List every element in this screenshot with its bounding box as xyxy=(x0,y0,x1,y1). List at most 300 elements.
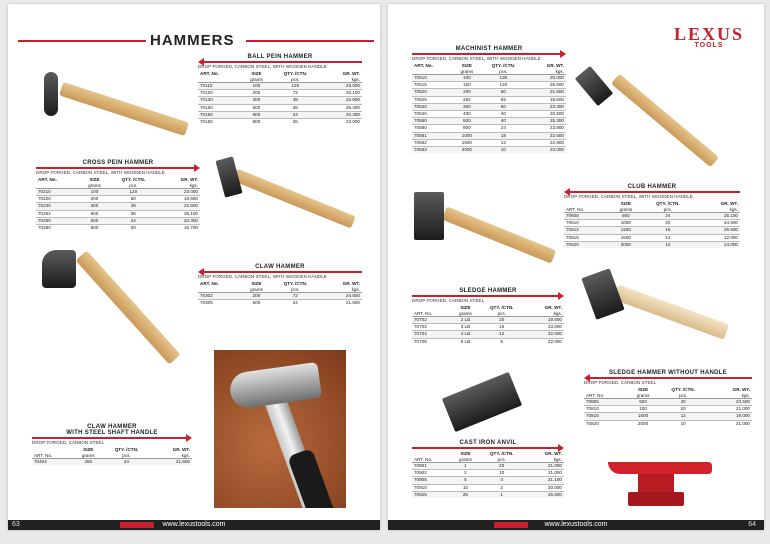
table-row xyxy=(36,217,200,224)
table-row xyxy=(564,227,740,234)
column-unit: kgs. xyxy=(695,206,740,213)
table-cell: 500 xyxy=(81,210,108,217)
table-cell: 21.600 xyxy=(320,300,362,307)
table-cell: 21.600 xyxy=(151,459,192,466)
table-row xyxy=(412,89,566,96)
table-cell: 70305 xyxy=(198,300,243,307)
table-row xyxy=(412,139,566,146)
table-cell: 70580 xyxy=(412,125,454,132)
heading-rule-right xyxy=(246,40,374,42)
table-cell: 23.300 xyxy=(527,103,566,110)
table-row xyxy=(36,210,200,217)
right-website: www.lexustools.com xyxy=(544,521,608,528)
table-cell: 25.300 xyxy=(320,104,362,111)
table-cell: 24.500 xyxy=(695,220,740,227)
table-cell: 21.000 xyxy=(709,406,752,413)
table-cell: 800 xyxy=(454,125,480,132)
table-cell: 70120 xyxy=(198,90,243,97)
table-cell: 100 xyxy=(454,75,480,82)
column-unit: grams xyxy=(454,68,480,75)
table-row xyxy=(198,111,362,118)
table-cell: 70805 xyxy=(584,399,629,406)
table-cell: 10 xyxy=(453,484,479,491)
table-cell: 23.000 xyxy=(158,189,200,196)
claw-section xyxy=(198,264,362,306)
table-cell: 4 LB xyxy=(453,331,479,338)
table-cell: 40 xyxy=(657,399,709,406)
table-row xyxy=(412,132,566,139)
column-unit: pcs. xyxy=(641,206,695,213)
table-cell: 100 xyxy=(81,189,108,196)
table-cell: 24 xyxy=(270,111,320,118)
table-cell: 70905 xyxy=(412,477,453,484)
table-cell: 70525 xyxy=(412,96,454,103)
table-cell: 70260 xyxy=(36,217,81,224)
table-cell: 23.800 xyxy=(527,125,566,132)
sledge-no-handle-desc: DROP FORGED, CARBON STEEL xyxy=(584,380,657,385)
table-row xyxy=(412,111,566,118)
table-row xyxy=(584,413,752,420)
column-unit: grams xyxy=(81,182,108,189)
table-cell: 70620 xyxy=(564,241,611,248)
column-unit: pcs. xyxy=(478,310,525,317)
claw-steel-table xyxy=(32,446,192,465)
table-cell: 100 xyxy=(629,406,657,413)
column-header: GR. WT. xyxy=(720,200,738,206)
table-cell: 80 xyxy=(480,89,527,96)
table-row xyxy=(584,399,752,406)
table-cell: 60 xyxy=(480,103,527,110)
claw-hammer-photo xyxy=(214,350,346,508)
sledge-section xyxy=(412,288,564,345)
column-header: QTY. /CTN. xyxy=(489,304,514,310)
club-desc: DROP FORGED, CARBON STEEL, WITH WOODEN HANDLE xyxy=(564,194,693,199)
column-header: GR. WT. xyxy=(342,280,360,286)
table-cell: 200 xyxy=(243,293,270,300)
sledge-no-handle-arrow xyxy=(590,377,752,379)
table-cell: 70230 xyxy=(36,203,81,210)
table-cell: 10 xyxy=(641,241,695,248)
table-cell: 70610 xyxy=(564,220,611,227)
table-cell: 200 xyxy=(81,196,108,203)
cross-pein-table xyxy=(36,176,200,231)
column-unit: pcs. xyxy=(478,456,525,463)
table-cell: 22.600 xyxy=(158,203,200,210)
sledge-desc: DROP FORGED, CARBON STEEL xyxy=(412,298,485,303)
table-cell: 19.500 xyxy=(527,96,566,103)
table-row xyxy=(412,470,564,477)
table-cell: 800 xyxy=(81,225,108,232)
table-cell: 23.000 xyxy=(320,119,362,126)
column-unit: grams xyxy=(453,310,479,317)
table-row xyxy=(412,125,566,132)
table-cell: 70910 xyxy=(412,484,453,491)
table-cell: 25.600 xyxy=(527,82,566,89)
column-unit: pcs. xyxy=(480,68,527,75)
table-row xyxy=(412,103,566,110)
table-cell: 70925 xyxy=(412,491,453,498)
table-cell: 2 xyxy=(478,484,525,491)
table-row xyxy=(198,83,362,90)
table-row xyxy=(564,241,740,248)
column-unit: pcs. xyxy=(270,76,320,83)
table-cell: 3 LB xyxy=(453,324,479,331)
column-header: SIZE xyxy=(637,386,649,392)
table-cell: 21.100 xyxy=(525,477,564,484)
column-header: GR. WT. xyxy=(732,386,750,392)
club-arrow xyxy=(570,191,740,193)
table-cell: 1250 xyxy=(611,227,641,234)
column-unit: kgs. xyxy=(525,310,564,317)
table-cell: 70702 xyxy=(412,317,453,324)
column-header: GR. WT. xyxy=(546,62,564,68)
table-cell: 200 xyxy=(243,90,270,97)
table-row xyxy=(412,477,564,484)
table-row xyxy=(36,225,200,232)
table-cell: 20.300 xyxy=(320,111,362,118)
table-cell: 20.100 xyxy=(320,90,362,97)
table-cell: 22.600 xyxy=(320,97,362,104)
table-cell: 23.000 xyxy=(320,83,362,90)
table-cell: 70703 xyxy=(412,324,453,331)
claw-steel-title-2: WITH STEEL SHAFT HANDLE xyxy=(66,430,158,436)
table-cell: 72 xyxy=(270,90,320,97)
column-unit: grams xyxy=(629,392,657,399)
table-cell: 23.000 xyxy=(527,147,566,154)
table-cell: 1500 xyxy=(611,234,641,241)
sledge-no-handle-title: SLEDGE HAMMER WITHOUT HANDLE xyxy=(608,370,728,376)
claw-steel-title-1: CLAW HAMMER xyxy=(87,424,137,430)
column-unit: grams xyxy=(243,286,270,293)
table-row xyxy=(584,406,752,413)
column-header: SIZE xyxy=(460,304,471,310)
table-cell: 1000 xyxy=(611,220,641,227)
table-cell: 25.100 xyxy=(158,210,200,217)
column-header: SIZE xyxy=(83,446,94,452)
table-cell: 12 xyxy=(480,139,527,146)
page-heading: HAMMERS xyxy=(150,32,235,49)
machinist-table xyxy=(412,62,566,153)
anvil-table xyxy=(412,450,564,498)
column-unit: ART. No. xyxy=(564,206,611,213)
table-cell: 22.000 xyxy=(525,338,564,345)
table-cell: 70150 xyxy=(198,104,243,111)
cross-pein-title: CROSS PEIN HAMMER xyxy=(82,160,154,166)
machinist-section xyxy=(412,46,566,153)
table-cell: 19.600 xyxy=(158,196,200,203)
column-unit: grams xyxy=(611,206,641,213)
table-cell: 70404 xyxy=(32,459,75,466)
column-header: ART. No. xyxy=(38,176,57,182)
table-row xyxy=(198,119,362,126)
table-cell: 70515 xyxy=(412,82,454,89)
table-cell: 20 xyxy=(657,406,709,413)
table-row xyxy=(412,491,564,498)
table-cell: 16 xyxy=(478,324,525,331)
table-cell: 4 xyxy=(478,477,525,484)
club-section xyxy=(564,184,740,248)
table-cell: 24.000 xyxy=(695,241,740,248)
table-row xyxy=(198,97,362,104)
sledge-head-image xyxy=(442,374,522,434)
table-row xyxy=(36,189,200,196)
table-cell: 130 xyxy=(480,75,527,82)
table-row xyxy=(412,118,566,125)
brand-logo xyxy=(674,24,744,49)
table-cell: 120 xyxy=(270,83,320,90)
cross-pein-section xyxy=(36,160,200,231)
table-cell: 65 xyxy=(480,96,527,103)
club-title: CLUB HAMMER xyxy=(627,184,677,190)
column-unit: ART. No. xyxy=(32,452,75,459)
table-cell: 600 xyxy=(243,111,270,118)
column-unit: kgs. xyxy=(151,452,192,459)
right-page xyxy=(388,4,764,530)
anvil-title: CAST IRON ANVIL xyxy=(459,440,517,446)
table-cell: 500 xyxy=(454,118,480,125)
club-table xyxy=(564,200,740,248)
table-cell: 70252 xyxy=(36,210,81,217)
column-unit: kgs. xyxy=(527,68,566,75)
table-cell: 20.000 xyxy=(525,484,564,491)
table-row xyxy=(412,82,566,89)
table-cell: 24 xyxy=(641,213,695,220)
table-cell: 70130 xyxy=(198,97,243,104)
column-header: QTY. /CTN. xyxy=(671,386,695,392)
table-cell: 25 xyxy=(270,119,320,126)
left-page xyxy=(8,4,380,530)
claw-steel-desc: DROP FORGED, CARBON STEEL xyxy=(32,440,105,445)
column-unit: grams xyxy=(75,452,102,459)
column-unit: pcs. xyxy=(657,392,709,399)
table-cell: 70815 xyxy=(584,413,629,420)
table-cell: 70180 xyxy=(198,119,243,126)
machinist-arrow xyxy=(412,53,560,55)
table-cell: 60 xyxy=(108,196,158,203)
table-cell: 6 LB xyxy=(453,338,479,345)
table-cell: 70581 xyxy=(412,132,454,139)
table-row xyxy=(412,484,564,491)
column-header: SIZE xyxy=(89,176,100,182)
table-cell: 70280 xyxy=(36,225,81,232)
ball-pein-section xyxy=(198,54,362,125)
table-cell: 25.600 xyxy=(525,491,564,498)
right-page-number: 64 xyxy=(748,521,756,528)
ball-pein-hammer-image xyxy=(38,64,198,154)
column-header: SIZE xyxy=(461,62,472,68)
table-row xyxy=(412,463,564,470)
column-header: GR. WT. xyxy=(544,450,562,456)
column-header: GR. WT. xyxy=(342,70,360,76)
table-cell: 2000 xyxy=(611,241,641,248)
table-row xyxy=(198,104,362,111)
table-cell: 400 xyxy=(454,111,480,118)
column-header: SIZE xyxy=(251,70,262,76)
anvil-arrow xyxy=(412,447,558,449)
table-cell: 18 xyxy=(480,132,527,139)
left-footer xyxy=(8,520,380,530)
column-header: QTY. /CTN. xyxy=(489,450,514,456)
column-unit: pcs. xyxy=(270,286,320,293)
table-cell: 70704 xyxy=(412,331,453,338)
table-cell: 252 xyxy=(454,96,480,103)
claw-steel-arrow xyxy=(32,437,186,439)
table-cell: 120 xyxy=(480,82,527,89)
logo-brand: LEXUS xyxy=(673,24,744,44)
column-unit: ART. No. xyxy=(584,392,629,399)
table-cell: 20 xyxy=(108,225,158,232)
claw-arrow xyxy=(204,271,362,273)
table-row xyxy=(412,324,564,331)
table-cell: 21.000 xyxy=(709,420,752,427)
table-cell: 25.300 xyxy=(527,118,566,125)
table-cell: 1 xyxy=(453,463,479,470)
table-row xyxy=(36,203,200,210)
table-cell: 800 xyxy=(611,213,641,220)
sledge-no-handle-section xyxy=(584,370,752,427)
table-cell: 500 xyxy=(243,300,270,307)
table-cell: 36 xyxy=(108,210,158,217)
table-cell: 70520 xyxy=(412,89,454,96)
column-unit: ART. No. xyxy=(412,456,453,463)
table-cell: 48 xyxy=(270,97,320,104)
table-cell: 24.500 xyxy=(320,293,362,300)
column-unit: kgs. xyxy=(320,76,362,83)
table-row xyxy=(584,420,752,427)
table-row xyxy=(564,234,740,241)
table-cell: 72 xyxy=(270,293,320,300)
table-cell: 48 xyxy=(108,203,158,210)
table-cell: 26.100 xyxy=(695,213,740,220)
table-cell: 1 xyxy=(478,491,525,498)
column-header: SIZE xyxy=(460,450,471,456)
claw-table xyxy=(198,280,362,306)
table-cell: 23.500 xyxy=(709,399,752,406)
table-cell: 23.000 xyxy=(525,324,564,331)
column-unit: kgs. xyxy=(158,182,200,189)
table-cell: 70583 xyxy=(412,147,454,154)
table-row xyxy=(36,196,200,203)
table-row xyxy=(412,147,566,154)
table-cell: 70820 xyxy=(584,420,629,427)
column-header: ART. No. xyxy=(200,70,219,76)
ball-pein-title: BALL PEIN HAMMER xyxy=(247,54,313,60)
table-cell: 20 xyxy=(478,463,525,470)
table-cell: 5 xyxy=(453,477,479,484)
table-cell: 70706 xyxy=(412,338,453,345)
heading-rule-left xyxy=(18,40,146,42)
table-row xyxy=(32,459,192,466)
table-cell: 500 xyxy=(243,104,270,111)
machinist-hammer-image xyxy=(578,60,728,180)
left-page-number: 63 xyxy=(12,521,20,528)
table-cell: 12 xyxy=(478,331,525,338)
table-cell: 300 xyxy=(243,97,270,104)
column-unit: pcs. xyxy=(108,182,158,189)
table-cell: 300 xyxy=(454,103,480,110)
claw-hammer-image xyxy=(34,244,194,372)
table-cell: 19.000 xyxy=(709,413,752,420)
anvil-section xyxy=(412,440,564,498)
column-header: QTY. /CTN. xyxy=(283,70,308,76)
column-header: QTY. /CTN. xyxy=(491,62,516,68)
column-unit: kgs. xyxy=(709,392,752,399)
table-row xyxy=(564,213,740,220)
column-header: ART. No. xyxy=(414,62,433,68)
column-unit: kgs. xyxy=(320,286,362,293)
table-cell: 12 xyxy=(657,413,709,420)
table-cell: 2000 xyxy=(454,147,480,154)
table-cell: 70615 xyxy=(564,234,611,241)
table-cell: 70902 xyxy=(412,470,453,477)
claw-desc: DROP FORGED, CARBON STEEL, WITH WOODEN HANDLE xyxy=(198,274,327,279)
column-header: GR. WT. xyxy=(180,176,198,182)
column-header: SIZE xyxy=(620,200,631,206)
table-cell: 800 xyxy=(243,119,270,126)
ball-pein-desc: DROP FORGED, CARBON STEEL, WITH WOODEN HANDLE xyxy=(198,64,327,69)
table-cell: 10 xyxy=(657,420,709,427)
table-cell: 20 xyxy=(641,220,695,227)
table-cell: 1500 xyxy=(454,139,480,146)
table-cell: 1000 xyxy=(454,132,480,139)
table-cell: 200 xyxy=(454,89,480,96)
table-cell: 70530 xyxy=(412,103,454,110)
table-cell: 21.000 xyxy=(525,470,564,477)
table-cell: 19.600 xyxy=(525,317,564,324)
table-cell: 70901 xyxy=(412,463,453,470)
table-row xyxy=(198,300,362,307)
table-cell: 21.000 xyxy=(525,463,564,470)
table-cell: 24 xyxy=(480,125,527,132)
table-row xyxy=(412,331,564,338)
table-cell: 70210 xyxy=(36,189,81,196)
table-cell: 24 xyxy=(270,300,320,307)
cross-pein-desc: DROP FORGED, CARBON STEEL, WITH WOODEN HANDLE xyxy=(36,170,165,175)
club-hammer-image xyxy=(408,184,558,280)
sledge-title: SLEDGE HAMMER xyxy=(459,288,517,294)
column-header: QTY. /CTN. xyxy=(656,200,680,206)
claw-title: CLAW HAMMER xyxy=(255,264,305,270)
table-cell: 12 xyxy=(641,234,695,241)
table-cell: 24 xyxy=(108,217,158,224)
table-cell: 22.800 xyxy=(527,139,566,146)
machinist-desc: DROP FORGED, CARBON STEEL, WITH WOODEN HANDLE xyxy=(412,56,541,61)
table-cell: 70302 xyxy=(198,293,243,300)
table-row xyxy=(564,220,740,227)
table-cell: 70160 xyxy=(198,111,243,118)
column-header: QTY. /CTN. xyxy=(283,280,308,286)
left-website: www.lexustools.com xyxy=(162,521,226,528)
table-cell: 22.000 xyxy=(525,331,564,338)
table-cell: 25.500 xyxy=(695,227,740,234)
table-cell: 300 xyxy=(81,203,108,210)
table-cell: 70510 xyxy=(412,75,454,82)
table-cell: 500 xyxy=(629,399,657,406)
table-row xyxy=(412,317,564,324)
claw-steel-section xyxy=(32,424,192,465)
table-cell: 20.300 xyxy=(158,217,200,224)
table-cell: 150 xyxy=(454,82,480,89)
table-cell: 24 xyxy=(102,459,152,466)
column-header: QTY. /CTN. xyxy=(114,446,139,452)
table-cell: 36 xyxy=(270,104,320,111)
ball-pein-table xyxy=(198,70,362,125)
table-cell: 21.500 xyxy=(527,89,566,96)
table-cell: 70110 xyxy=(198,83,243,90)
column-unit: ART. No. xyxy=(412,310,453,317)
table-cell: 120 xyxy=(108,189,158,196)
table-cell: 8 xyxy=(478,338,525,345)
